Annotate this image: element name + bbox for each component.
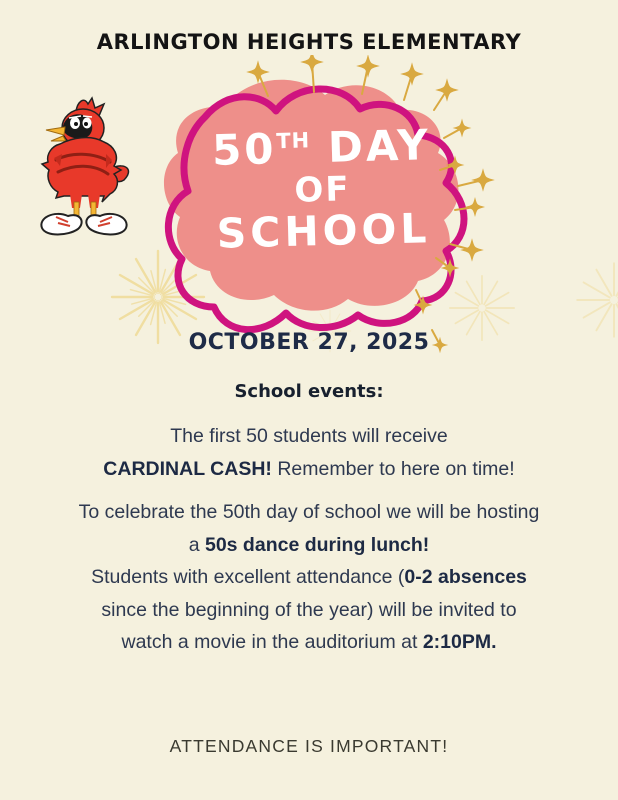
- badge-headline: [188, 120, 456, 258]
- paragraph-cardinal-cash: The first 50 students will receive CARDINAL CASH! Remember to here on time!: [103, 425, 515, 480]
- school-name-title: ARLINGTON HEIGHTS ELEMENTARY: [96, 30, 522, 54]
- paragraph-celebration: To celebrate the 50th day of school we will be hosting a 50s dance during lunch! Students with excellent attendance (0-2 absences since the beginning of the year) will be invited to watch a movie in the auditorium at 2:10PM.: [78, 501, 540, 653]
- badge-line-1: 50TH DAY: [211, 120, 432, 175]
- badge-line-2: OF: [293, 169, 352, 211]
- events-heading: School events:: [234, 381, 384, 402]
- event-date: OCTOBER 27, 2025: [188, 330, 430, 355]
- cardinal-mascot-icon: [28, 96, 140, 246]
- attendance-footer: ATTENDANCE IS IMPORTANT!: [169, 736, 449, 756]
- badge-line-3: SCHOOL: [216, 204, 432, 258]
